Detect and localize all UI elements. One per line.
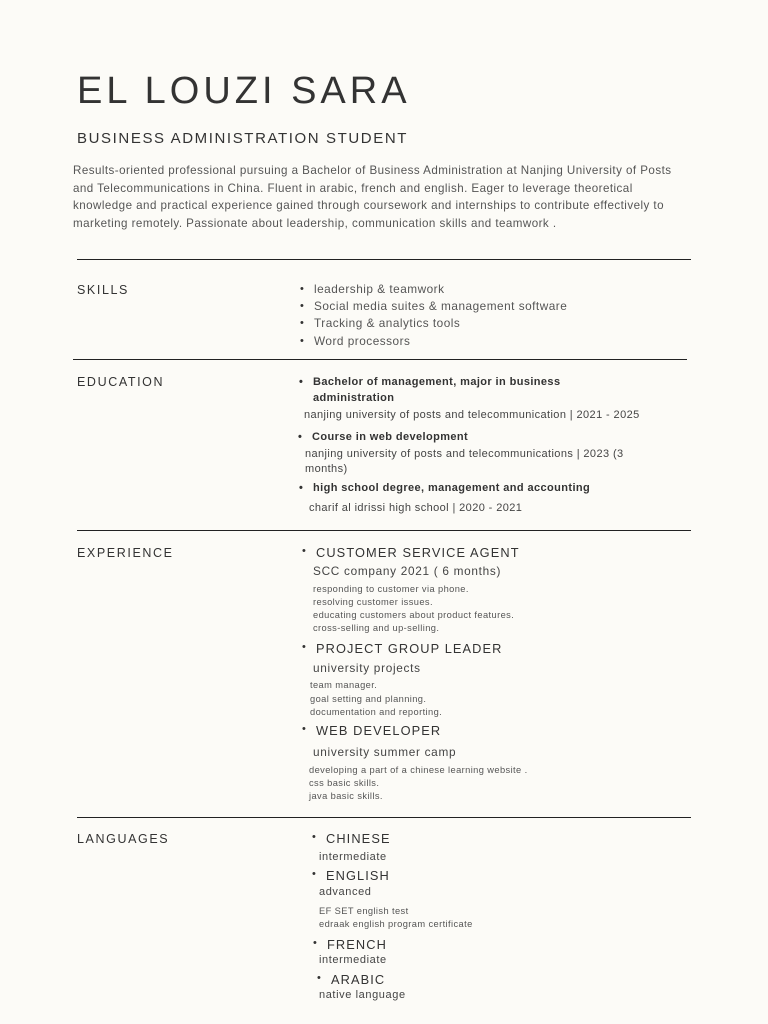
skills-heading: SKILLS [77, 283, 129, 297]
language-name: • CHINESE [326, 831, 391, 846]
experience-detail: developing a part of a chinese learning website . [309, 765, 528, 775]
language-level: advanced [319, 886, 372, 898]
experience-detail: resolving customer issues. [313, 597, 433, 607]
experience-detail: documentation and reporting. [310, 707, 443, 717]
language-name: • ENGLISH [326, 868, 390, 883]
experience-title: • CUSTOMER SERVICE AGENT [316, 545, 520, 560]
language-certificate: edraak english program certificate [319, 919, 473, 929]
skill-item: • Social media suites & management software [314, 299, 567, 316]
experience-subtitle: university projects [313, 661, 421, 675]
education-detail: nanjing university of posts and telecommunication | 2021 - 2025 [304, 409, 640, 421]
language-level: intermediate [319, 954, 387, 966]
experience-detail: css basic skills. [309, 778, 380, 788]
language-level: native language [319, 989, 406, 1001]
language-certificate: EF SET english test [319, 906, 409, 916]
experience-detail: cross-selling and up-selling. [313, 623, 440, 633]
experience-detail: team manager. [310, 680, 378, 690]
skill-item: • leadership & teamwork [314, 282, 567, 299]
education-title: • Course in web development [312, 430, 468, 446]
education-detail: nanjing university of posts and telecommunications | 2023 (3 [305, 448, 624, 460]
profile-summary: Results-oriented professional pursuing a Bachelor of Business Administration at Nanjing University of Posts and Telecommunications in China. Fluent in arabic, french and english. Eager to leverage theoretical knowledge and practical experience gained through coursework and internships to contribute effectively to marketing remotely. Passionate about leadership, communication skills and teamwork . [73, 164, 672, 230]
education-detail: charif al idrissi high school | 2020 - 2021 [309, 502, 523, 514]
experience-subtitle: SCC company 2021 ( 6 months) [313, 564, 502, 578]
language-name: • ARABIC [331, 972, 385, 987]
experience-detail: goal setting and planning. [310, 694, 427, 704]
experience-detail: educating customers about product features. [313, 610, 515, 620]
skill-item: • Word processors [314, 334, 567, 351]
education-title: • high school degree, management and accounting [313, 481, 590, 497]
experience-title: • PROJECT GROUP LEADER [316, 641, 503, 656]
education-detail-continued: months) [305, 463, 348, 475]
language-name: • FRENCH [327, 937, 387, 952]
skill-item: • Tracking & analytics tools [314, 316, 567, 333]
candidate-role: BUSINESS ADMINISTRATION STUDENT [77, 130, 409, 147]
education-title: • Bachelor of management, major in business [313, 375, 560, 391]
experience-detail: java basic skills. [309, 791, 383, 801]
language-level: intermediate [319, 851, 387, 863]
divider [77, 259, 691, 260]
languages-heading: LANGUAGES [77, 832, 170, 846]
divider [73, 359, 687, 360]
candidate-name: EL LOUZI SARA [77, 70, 411, 112]
education-heading: EDUCATION [77, 375, 165, 389]
experience-title: • WEB DEVELOPER [316, 723, 441, 738]
experience-subtitle: university summer camp [313, 745, 457, 759]
experience-heading: EXPERIENCE [77, 546, 174, 560]
divider [77, 530, 691, 531]
skills-list [314, 282, 567, 351]
experience-detail: responding to customer via phone. [313, 584, 469, 594]
education-title-continued: administration [313, 392, 395, 404]
divider [77, 817, 691, 818]
